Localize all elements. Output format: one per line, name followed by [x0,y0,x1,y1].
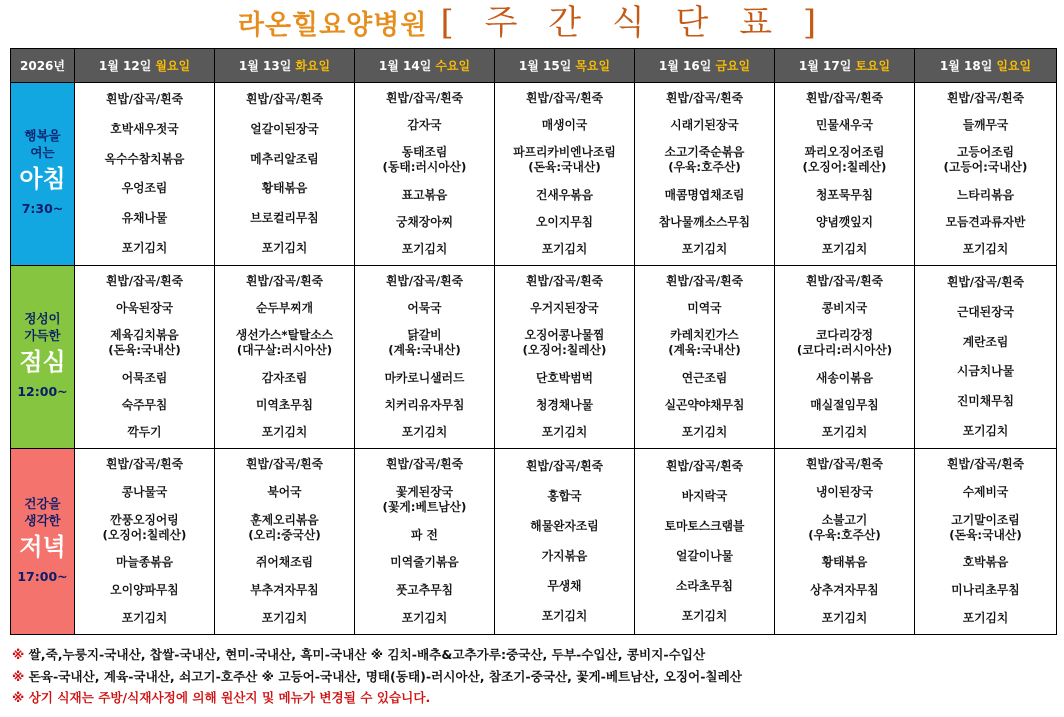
menu-item: 흰밥/잡곡/흰죽 [947,275,1024,290]
menu-item: 훈제오리볶음 (오리:중국산) [248,512,321,542]
menu-item: 호박새우젓국 [110,121,179,136]
menu-item: 연근조림 [681,370,728,385]
meal-name: 아침 [19,165,66,193]
day-of-week: 일요일 [996,59,1032,73]
menu-item: 포기김치 [541,424,588,439]
menu-item: 포기김치 [962,610,1009,625]
menu-item: 실곤약야채무침 [664,397,745,412]
day-date: 1월 15일 [518,59,572,73]
menu-item: 매생이국 [541,118,588,133]
menu-item: 흰밥/잡곡/흰죽 [947,457,1024,472]
menu-item: 오이양파무침 [110,582,179,597]
menu-item: 얼갈이나물 [676,549,733,564]
menu-item: 흰밥/잡곡/흰죽 [106,274,183,289]
menu-item: 시금치나물 [957,364,1014,379]
menu-item: 참나물깨소스무침 [658,214,751,229]
menu-item: 호박볶음 [962,555,1009,570]
page-title [0,0,1064,46]
menu-item: 청포묵무침 [816,187,873,202]
menu-item: 포기김치 [541,241,588,256]
menu-item: 포기김치 [962,241,1009,256]
menu-item: 흰밥/잡곡/흰죽 [526,91,603,106]
menu-cell [75,83,215,266]
menu-item: 우거지된장국 [530,301,599,316]
note-mark: ※ [12,668,25,684]
menu-item: 포기김치 [121,240,168,255]
menu-item: 풋고추무침 [396,582,453,597]
menu-cell [635,449,775,635]
menu-item: 흰밥/잡곡/흰죽 [106,92,183,107]
menu-cell [775,83,915,266]
change-warning: ※ 상기 식재는 주방/식재사정에 의해 원산지 및 메뉴가 변경될 수 있습니다. [12,690,431,705]
day-header-2 [355,49,495,83]
menu-item: 흰밥/잡곡/흰죽 [666,274,743,289]
menu-item: 해물완자조림 [530,518,599,533]
meal-sub-2: 여는 [30,145,55,160]
menu-cell [495,449,635,635]
menu-item: 옥수수참치볶음 [104,151,185,166]
menu-item: 포기김치 [681,241,728,256]
year-cell: 2026년 [11,49,75,83]
menu-item: 동태조림 (동태:러시아산) [382,145,467,175]
menu-item: 포기김치 [401,610,448,625]
day-date: 1월 13일 [238,59,292,73]
day-of-week: 토요일 [855,59,891,73]
menu-item: 고기말이조림 (돈육:국내산) [949,512,1022,542]
menu-item: 포기김치 [261,610,308,625]
menu-item: 깐풍오징어링 (오징어:칠레산) [102,512,187,542]
menu-item: 유채나물 [121,210,168,225]
menu-cell [915,449,1057,635]
menu-item: 미역초무침 [256,397,313,412]
note-text: 돈육-국내산, 계육-국내산, 쇠고기-호주산 ※ 고등어-국내산, 명태(동태)-러시아산, 참조기-중국산, 꽃게-베트남산, 오징어-칠레산 [24,668,742,684]
menu-item: 진미채무침 [957,393,1014,408]
menu-item: 매실절임무침 [810,397,879,412]
menu-item: 흰밥/잡곡/흰죽 [386,457,463,472]
menu-item: 느타리볶음 [957,187,1014,202]
menu-item: 미역국 [687,301,722,316]
menu-item: 소라초무침 [676,579,733,594]
menu-item: 황태볶음 [261,181,308,196]
menu-item: 포기김치 [261,240,308,255]
day-header-5 [775,49,915,83]
menu-item: 포기김치 [681,609,728,624]
menu-item: 순두부찌개 [256,301,313,316]
menu-item: 새송이볶음 [816,370,873,385]
meal-sub-1: 정성이 [24,311,61,326]
menu-item: 부추겨자무침 [250,582,319,597]
meal-name: 점심 [19,348,66,376]
menu-item: 꽃게된장국 (꽃게:베트남산) [382,484,467,514]
menu-item: 생선가스*탈탈소스 (대구살:러시아산) [235,328,334,358]
menu-item: 오징어콩나물찜 (오징어:칠레산) [522,328,607,358]
menu-item: 계란조림 [962,334,1009,349]
menu-item: 카레치킨가스 (계육:국내산) [668,328,741,358]
menu-cell [635,83,775,266]
menu-item: 민물새우국 [816,118,873,133]
menu-item: 메추리알조림 [250,151,319,166]
menu-item: 아욱된장국 [116,301,173,316]
menu-item: 상추겨자무침 [810,582,879,597]
menu-item: 단호박범벅 [536,370,593,385]
menu-item: 포기김치 [541,609,588,624]
menu-cell [215,449,355,635]
menu-item: 흰밥/잡곡/흰죽 [386,274,463,289]
origin-note-meats [12,666,1057,688]
meal-label [11,83,75,266]
menu-item: 포기김치 [261,424,308,439]
menu-item: 꽈리오징어조림 (오징어:칠레산) [802,145,887,175]
menu-item: 미역줄기볶음 [390,555,459,570]
menu-item: 흰밥/잡곡/흰죽 [386,91,463,106]
menu-item: 콩나물국 [121,484,168,499]
menu-item: 수제비국 [962,484,1009,499]
note-mark: ※ [12,647,25,662]
day-date: 1월 12일 [98,59,152,73]
menu-item: 포기김치 [962,423,1009,438]
menu-item: 우엉조림 [121,181,168,196]
meal-sub-1: 행복을 [24,128,61,143]
day-header-0 [75,49,215,83]
meal-sub-1: 건강을 [24,495,61,511]
menu-item: 근대된장국 [957,304,1014,319]
menu-item: 마늘종볶음 [116,555,173,570]
meal-label [11,266,75,449]
menu-item: 포기김치 [681,424,728,439]
header-row [11,49,1057,83]
menu-item: 흰밥/잡곡/흰죽 [106,457,183,472]
menu-item: 포기김치 [821,424,868,439]
menu-cell [75,266,215,449]
day-of-week: 금요일 [715,59,751,73]
meal-row-2 [11,449,1057,635]
hospital-name: 라온힐요양병원 [237,10,428,41]
day-date: 1월 17일 [798,59,852,73]
menu-item: 마카로니샐러드 [384,370,465,385]
menu-item: 무생채 [547,579,582,594]
menu-cell [215,266,355,449]
menu-item: 흰밥/잡곡/흰죽 [806,91,883,106]
menu-item: 브로컬리무침 [250,210,319,225]
menu-cell [775,266,915,449]
menu-cell [215,83,355,266]
menu-item: 포기김치 [401,241,448,256]
day-of-week: 화요일 [295,59,331,73]
menu-item: 북어국 [267,484,302,499]
menu-item: 얼갈이된장국 [250,121,319,136]
menu-item: 토마토스크램블 [664,518,745,533]
menu-item: 숙주무침 [121,397,168,412]
day-date: 1월 14일 [378,59,432,73]
menu-item: 어묵국 [407,301,442,316]
day-of-week: 목요일 [575,59,611,73]
menu-item: 파 전 [411,527,438,542]
menu-item: 흰밥/잡곡/흰죽 [526,458,603,473]
meal-label [11,449,75,635]
menu-item: 미나리초무침 [951,582,1020,597]
origin-notes [12,644,1057,709]
meal-time: 12:00~ [17,384,68,399]
origin-note-grains [12,644,1057,666]
menu-item: 포기김치 [821,241,868,256]
menu-item: 깍두기 [127,424,162,439]
menu-item: 파프리카비엔나조림 (돈육:국내산) [513,145,616,175]
menu-item: 코다리강정 (코다리:러시아산) [796,328,893,358]
menu-cell [635,266,775,449]
menu-cell [495,83,635,266]
menu-item: 궁채장아찌 [396,214,453,229]
menu-item: 양념깻잎지 [816,214,873,229]
menu-item: 황태볶음 [821,555,868,570]
menu-item: 흰밥/잡곡/흰죽 [526,274,603,289]
menu-item: 바지락국 [681,488,728,503]
day-of-week: 월요일 [155,59,191,73]
menu-item: 고등어조림 (고등어:국내산) [943,145,1028,175]
day-date: 1월 16일 [658,59,712,73]
menu-cell [775,449,915,635]
menu-item: 소불고기 (우육:호주산) [808,512,881,542]
menu-item: 감자국 [407,118,442,133]
menu-item: 모듬견과류자반 [945,214,1026,229]
menu-item: 감자조림 [261,370,308,385]
menu-item: 소고기죽순볶음 (우육:호주산) [664,145,745,175]
meal-time: 17:00~ [17,568,68,584]
menu-item: 닭갈비 (계육:국내산) [388,328,461,358]
menu-cell [355,83,495,266]
meal-sub-2: 생각한 [24,512,61,528]
day-date: 1월 18일 [939,59,993,73]
menu-item: 오이지무침 [536,214,593,229]
menu-item: 제육김치볶음 (돈육:국내산) [108,328,181,358]
weekly-menu-title: [ 주 간 식 단 표 ] [440,3,827,43]
menu-cell [915,266,1057,449]
meal-time: 7:30~ [21,201,64,216]
menu-item: 홍합국 [547,488,582,503]
menu-item: 들깨무국 [962,118,1009,133]
menu-item: 시래기된장국 [670,118,739,133]
meal-sub-2: 가득한 [24,328,61,343]
note-text: 쌀,죽,누룽지-국내산, 찹쌀-국내산, 현미-국내산, 흑미-국내산 ※ 김치-배추&고추가루:중국산, 두부-수입산, 콩비지-수입산 [24,647,706,662]
menu-cell [915,83,1057,266]
menu-item: 포기김치 [401,424,448,439]
menu-item: 흰밥/잡곡/흰죽 [806,274,883,289]
day-header-6 [915,49,1057,83]
meal-name: 저녁 [19,532,66,561]
day-header-1 [215,49,355,83]
meal-row-1 [11,266,1057,449]
menu-item: 포기김치 [821,610,868,625]
menu-cell [355,266,495,449]
menu-cell [355,449,495,635]
menu-item: 매콤명엽채조림 [664,187,745,202]
menu-item: 쥐어채조림 [256,555,313,570]
menu-cell [75,449,215,635]
menu-item: 흰밥/잡곡/흰죽 [666,458,743,473]
menu-item: 흰밥/잡곡/흰죽 [666,91,743,106]
meal-row-0 [11,83,1057,266]
menu-item: 청경채나물 [536,397,593,412]
day-of-week: 수요일 [435,59,471,73]
day-header-4 [635,49,775,83]
menu-item: 흰밥/잡곡/흰죽 [246,274,323,289]
menu-item: 흰밥/잡곡/흰죽 [947,91,1024,106]
menu-item: 가지볶음 [541,549,588,564]
menu-item: 포기김치 [121,610,168,625]
menu-item: 콩비지국 [821,301,868,316]
menu-item: 건새우볶음 [536,187,593,202]
menu-item: 흰밥/잡곡/흰죽 [246,457,323,472]
menu-item: 어묵조림 [121,370,168,385]
menu-item: 흰밥/잡곡/흰죽 [246,92,323,107]
menu-cell [495,266,635,449]
menu-item: 흰밥/잡곡/흰죽 [806,457,883,472]
menu-item: 냉이된장국 [816,484,873,499]
menu-item: 치커리유자무침 [384,397,465,412]
menu-item: 표고볶음 [401,187,448,202]
weekly-menu-table [10,48,1057,635]
day-header-3 [495,49,635,83]
